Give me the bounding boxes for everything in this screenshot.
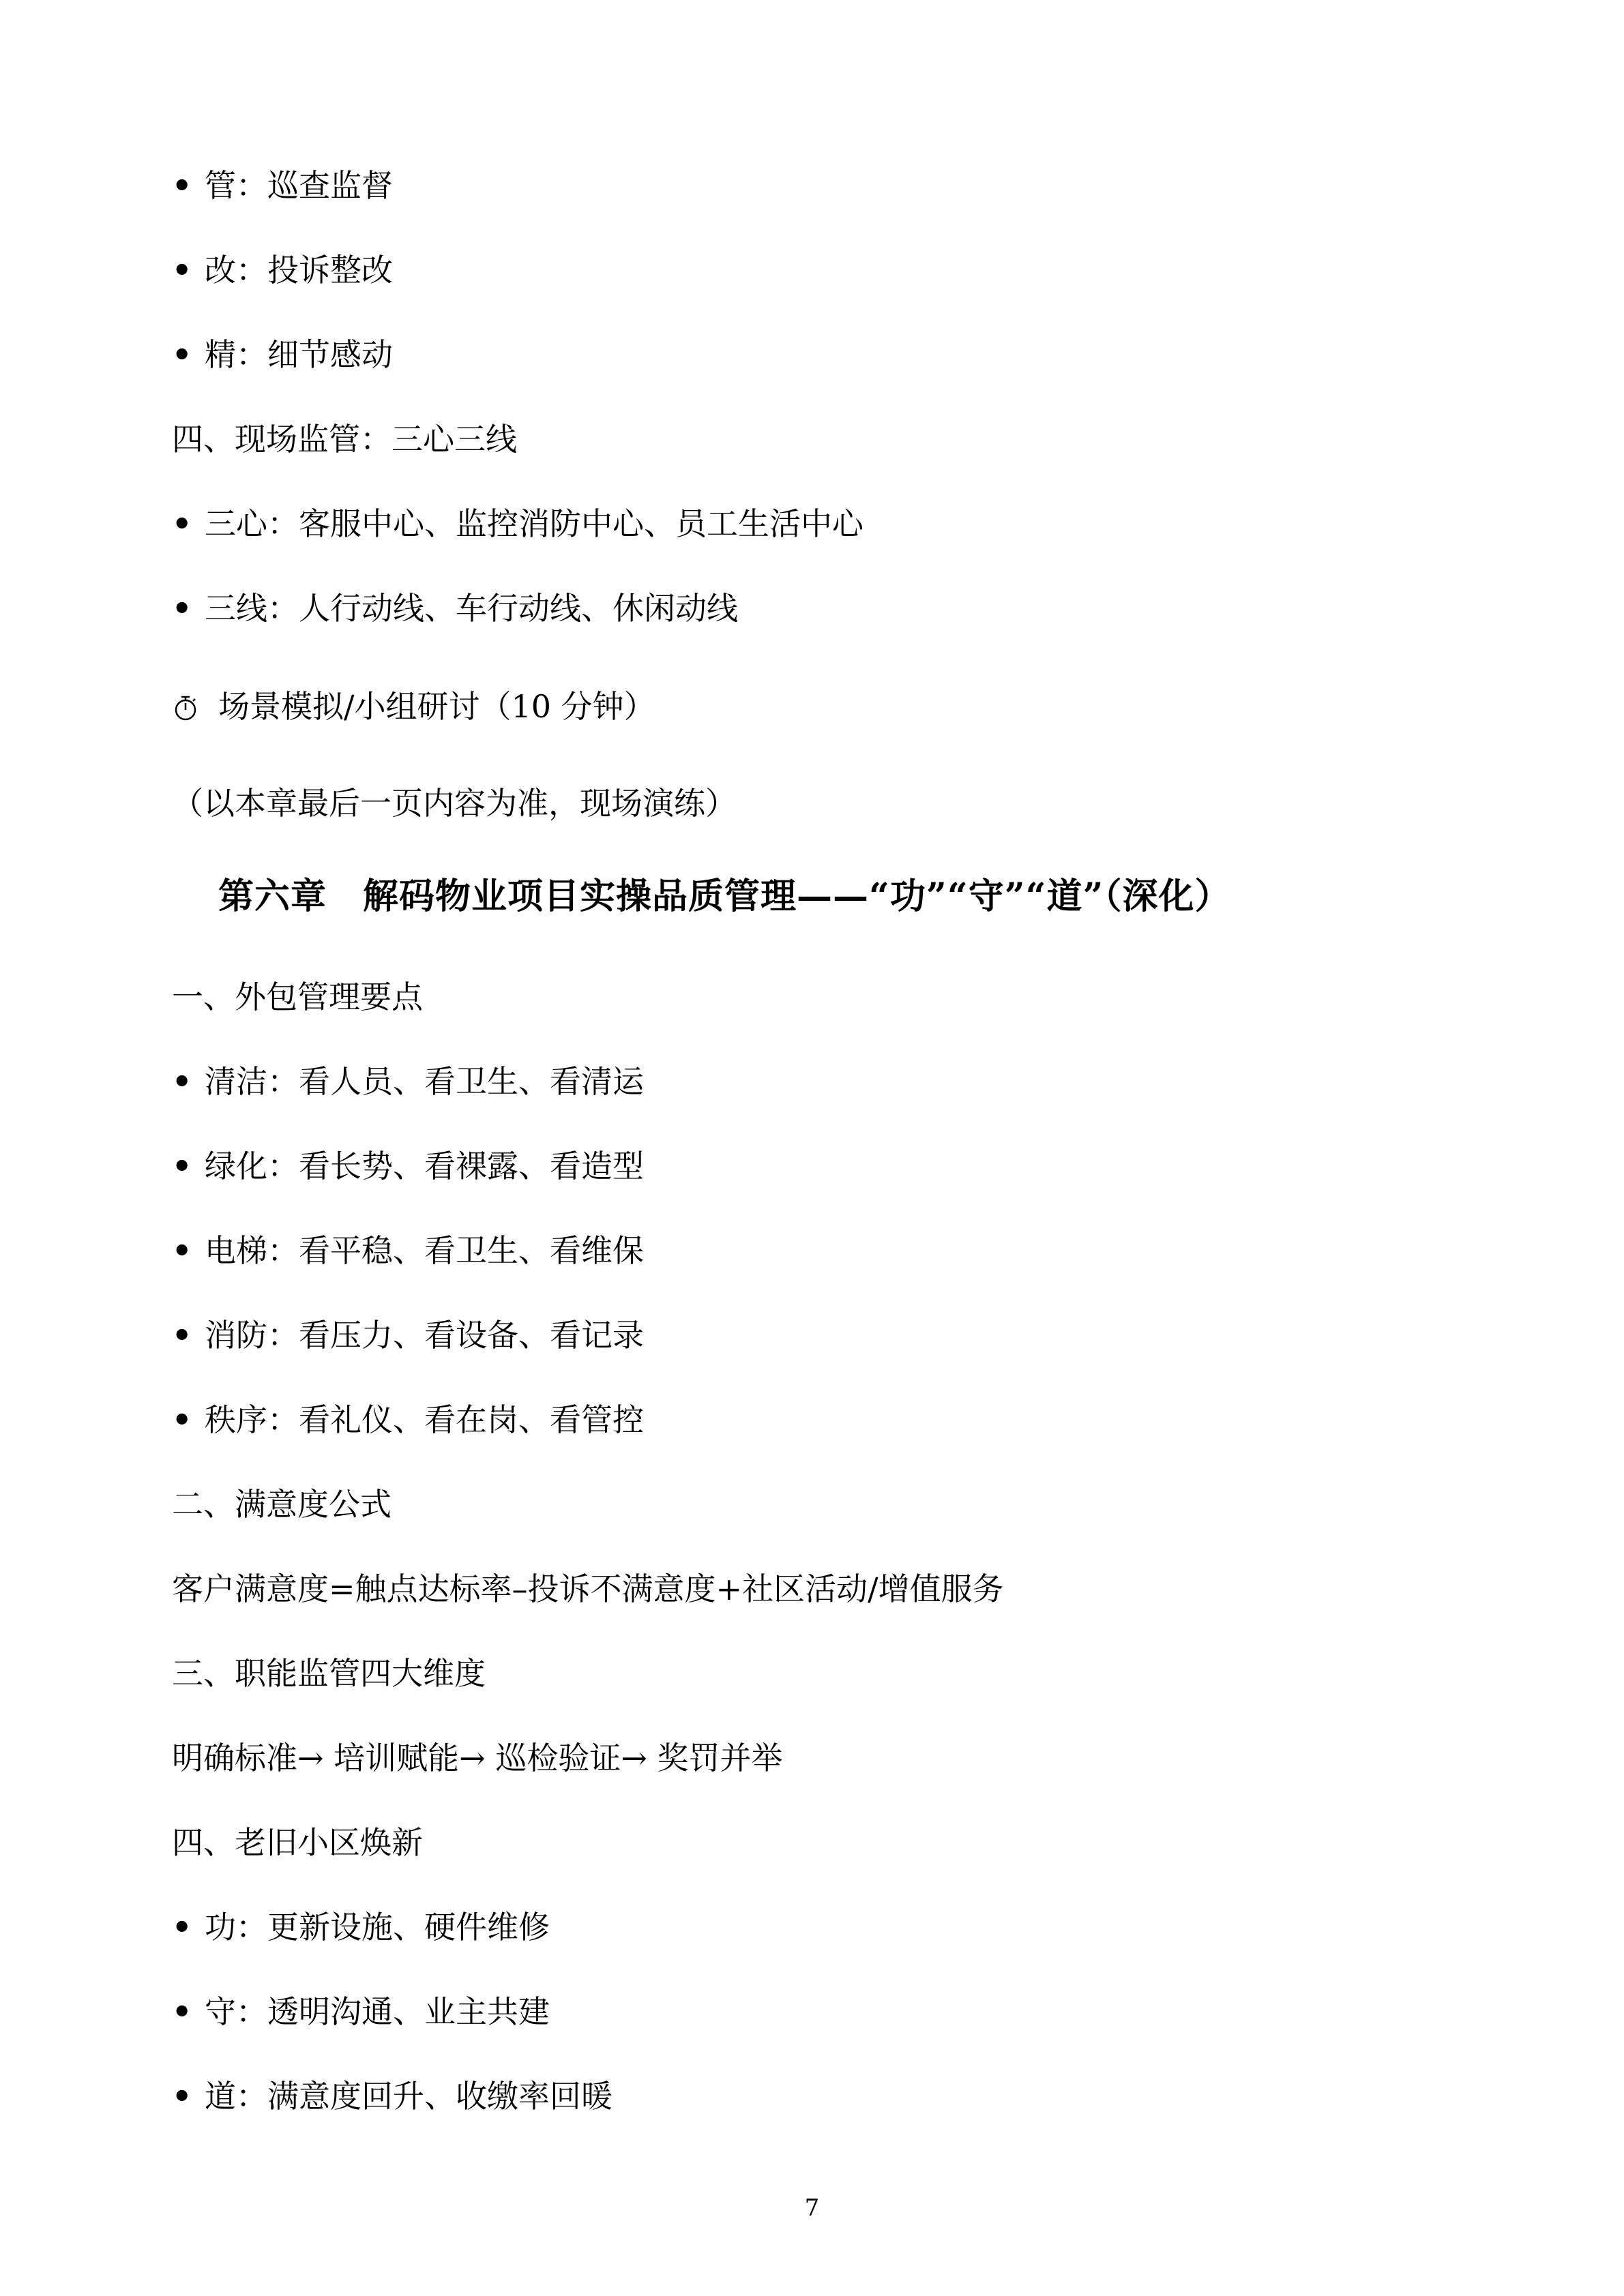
list-item-text: 管：巡查监督	[205, 167, 393, 204]
list-item	[172, 588, 738, 629]
list-item-text: 改：投诉整改	[205, 252, 393, 288]
section-heading: 三、职能监管四大维度	[172, 1655, 486, 1692]
list-item-text: 精：细节感动	[205, 336, 393, 373]
section-heading: 四、现场监管：三心三线	[172, 421, 517, 458]
activity-line	[172, 686, 655, 727]
list-item	[172, 250, 393, 290]
list-item	[172, 1991, 550, 2032]
list-item-text: 功：更新设施、硬件维修	[205, 1909, 550, 1945]
activity-text: 场景模拟/小组研讨（10 分钟）	[218, 688, 655, 725]
list-item	[172, 1399, 644, 1440]
section-heading: 一、外包管理要点	[172, 979, 423, 1015]
list-item	[172, 503, 863, 544]
section-heading: 四、老旧小区焕新	[172, 1824, 423, 1861]
page-number: 7	[804, 2194, 820, 2222]
stopwatch-icon	[172, 694, 199, 721]
list-item-text: 守：透明沟通、业主共建	[205, 1993, 550, 2030]
bullet-icon: •	[172, 590, 192, 627]
dimensions-text: 明确标准→ 培训赋能→ 巡检验证→ 奖罚并举	[172, 1740, 783, 1776]
bullet-icon: •	[172, 2078, 192, 2115]
list-item-text: 清洁：看人员、看卫生、看清运	[205, 1063, 644, 1100]
list-item	[172, 1315, 644, 1356]
list-item-text: 电梯：看平稳、看卫生、看维保	[205, 1232, 644, 1269]
bullet-icon: •	[172, 1317, 192, 1354]
formula-text: 客户满意度=触点达标率–投诉不满意度+社区活动/增值服务	[172, 1570, 1004, 1607]
list-item	[172, 165, 393, 206]
bullet-icon: •	[172, 1993, 192, 2030]
list-item	[172, 1230, 644, 1271]
list-item	[172, 1146, 644, 1187]
note-text: （以本章最后一页内容为准，现场演练）	[172, 785, 737, 822]
list-item-text: 三心：客服中心、监控消防中心、员工生活中心	[205, 505, 863, 542]
bullet-icon: •	[172, 336, 192, 373]
bullet-icon: •	[172, 1401, 192, 1438]
bullet-icon: •	[172, 1909, 192, 1945]
bullet-icon: •	[172, 1232, 192, 1269]
list-item-text: 消防：看压力、看设备、看记录	[205, 1317, 644, 1354]
chapter-title: 第六章 解码物业项目实操品质管理——“功”“守”“道”（深化）	[218, 876, 1231, 917]
bullet-icon: •	[172, 252, 192, 288]
bullet-icon: •	[172, 505, 192, 542]
list-item	[172, 334, 393, 375]
bullet-icon: •	[172, 167, 192, 204]
list-item-text: 秩序：看礼仪、看在岗、看管控	[205, 1401, 644, 1438]
list-item-text: 三线：人行动线、车行动线、休闲动线	[205, 590, 738, 627]
bullet-icon: •	[172, 1063, 192, 1100]
list-item-text: 绿化：看长势、看裸露、看造型	[205, 1148, 644, 1184]
list-item	[172, 1907, 550, 1948]
list-item	[172, 1061, 644, 1102]
bullet-icon: •	[172, 1148, 192, 1184]
list-item-text: 道：满意度回升、收缴率回暖	[205, 2078, 612, 2115]
section-heading: 二、满意度公式	[172, 1486, 392, 1523]
list-item	[172, 2076, 612, 2117]
